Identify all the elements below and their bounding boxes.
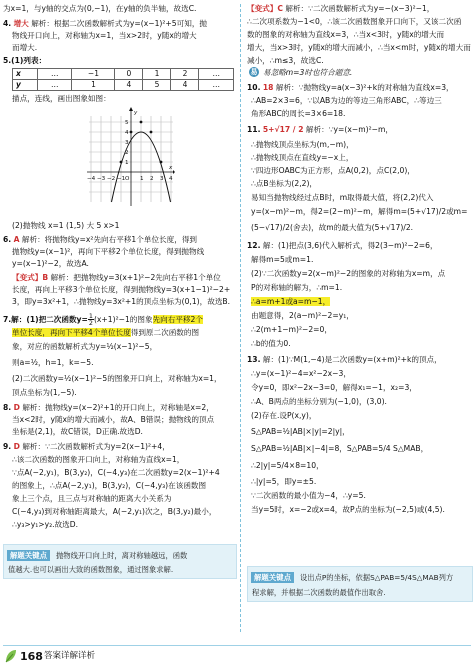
table-cell: … [38,80,72,91]
text-line: 而增大. [12,43,38,52]
table-cell: 5 [143,80,171,91]
table-cell: … [199,80,234,91]
text-line: 物线开口向上，对称轴为x=1，当x>2时，y随x的增大 [12,31,197,40]
text-line: ∴|y|=5，即y=±5. [251,477,317,486]
axis-label: x [169,165,173,171]
text-line [12,329,199,337]
text: 解析：根据二次函数解析式为y=(x−1)²+5可知，抛 [31,19,208,28]
text-line: ∴y=(x−1)²−4=x²−2x−3， [251,369,351,378]
text-line: 解得m=5或m=1. [251,255,314,264]
tick-label: 1 [140,176,144,182]
text-line: 象，对应的函数解析式为y=½(x−1)²−5， [12,342,158,351]
text: 解析：∵y=(x−m)²−m， [305,125,393,134]
text-line: 当x<2时，y随x的增大而减小，故A、B错误；抛物线的顶点 [12,415,215,424]
page-number: 168 [20,650,43,663]
table-cell: … [38,69,72,80]
highlighted-text: ∴a=m+1或a=m−1， [251,297,331,306]
question-11 [247,126,393,134]
text-line: ∴AB=2×3=6，∵以AB为边的等边三角形ABC，∴等边三 [251,96,442,105]
text-line: ∴y₃>y₁>y₂.故选D. [12,520,79,529]
question-number: 4. [3,19,12,28]
text-line: P的对称轴的解为，∴m=1. [251,283,343,292]
answer: A [13,235,20,244]
text-line: y=(x−1)²−2，故选A. [12,259,89,268]
question-7 [3,313,203,327]
text-line: ∵四边形OABC为正方形，点A(0,2)，点C(2,0)， [251,166,415,175]
leaf-icon [4,648,18,664]
question-number: 8. [3,403,12,412]
tip-text: 程求解，并根据二次函数的最值作出取舍. [252,588,386,597]
text-line: (2)抛物线 x=1 (1,5) 大 5 x>1 [12,221,120,230]
highlighted-text: 单位长度，再向下平移4个单位长度 [12,328,131,337]
text-line: ∵二次函数的最小值为−4，∴y=5. [251,491,366,500]
text-line: (2)存在.设P(x,y)， [251,411,317,420]
text-line: (2)∵二次函数y=2(x−m)²−2的图象的对称轴为x=m，点 [251,269,446,278]
tick-label: 2 [125,150,129,156]
text-line: ∴该二次函数的图象开口向上，对称轴为直线x=1， [12,455,185,464]
table-cell: −1 [72,69,115,80]
tip-text: 设出点P的坐标，依据S△PAB=5/4S△MAB列方 [300,573,454,582]
table-cell: 2 [171,69,199,80]
question-5: 5.(1)列表： [3,56,47,65]
tick-label: 5 [125,120,129,126]
text: 解析：把抛物线y=3(x+1)²−2先向右平移1个单位 [50,273,221,282]
text-line: (2)二次函数y=½(x−1)²−5的图象开口向上，对称轴为x=1， [12,374,222,383]
tip-text: 抛物线开口向上时，离对称轴越远，函数 [56,551,188,560]
tick-label: 4 [125,130,129,136]
table-cell: y [13,80,38,91]
text-line: 则a=½，h=1，k=−5. [12,358,94,367]
tick-label: −2 [107,176,116,182]
question-13 [247,356,442,364]
text: 解析：∵抛物线y=a(x−3)²+k的对称轴为直线x=3， [275,83,454,92]
variant-6 [12,274,221,282]
footer-rule [3,645,471,646]
text-line: ∴二次项系数为−1<0，∴该二次函数图象开口向下，又该二次函 [247,17,462,26]
question-8 [3,404,214,412]
warning-text: 易忽略m=3时也符合题意. [263,68,353,77]
text-line: 为x=1，与y轴的交点为(0,−1)，在y轴的负半轴，故选C. [3,4,197,13]
answer: D [13,403,20,412]
table-row [13,80,234,91]
text-line: C(−4,y₃)到对称轴距离最大，A(−2,y₁)次之，B(3,y₂)最小， [12,507,217,516]
variant-tag: 【变式】C [247,4,283,13]
text-line: 减小，∴m≤3，故选C. [247,56,324,65]
text-line: 顶点坐标为(1,−5). [12,388,77,397]
text: 解析：抛物线y=(x−2)²+1的开口向上，对称轴是x=2， [22,403,214,412]
highlighted-text: 先向右平移2个 [152,314,203,324]
table-cell: … [199,69,234,80]
variant-9 [247,5,434,13]
text-line: ∴2(m+1−m)²−2=0， [251,325,332,334]
text-line: 坐标是(2,1)，故C错误，D正确.故选D. [12,427,143,436]
tick-label: −4 [87,176,96,182]
table-row [13,69,234,80]
text-line: S△PAB=½|AB|×|y|=2|y|， [251,427,350,436]
warning-icon: 易 [250,68,258,76]
table-cell: 1 [143,69,171,80]
question-number: 6. [3,235,12,244]
text: 解：(1)∵M(1,−4)是二次函数y=(x+m)²+k的顶点， [262,355,442,364]
footer-title: 答案详解详析 [44,651,96,661]
question-12 [247,242,438,250]
text-line: ∴b的值为0. [251,339,291,348]
table-cell: 4 [171,80,199,91]
text-line: 易知当抛物线经过点B时，m取得最大值，将(2,2)代入 [251,193,434,202]
table-cell: 0 [115,69,143,80]
origin-label: O [125,176,130,182]
answer: D [13,442,20,451]
text-line: 的图象上，∴点A(−2,y₁)，B(3,y₂)，C(−4,y₃)在该函数图 [12,481,207,490]
text-line: 由题意得，2(a−m)²−2=y₁， [251,311,354,320]
text: 7.解：(1)把二次函数y= [3,314,88,324]
axis-label: y [134,110,138,116]
question-number: 10. [247,83,261,92]
text-line: ∴点B坐标为(2,2)， [251,179,318,188]
text-line: 令y=0，即x²−2x−3=0，解得x₁=−1，x₂=3， [251,383,417,392]
text: 解析：∵二次函数解析式为y=−(x−3)²−1， [285,4,435,13]
tick-label: 3 [125,140,129,146]
parabola-graph [85,106,175,212]
text-line: 角形ABC的周长=3×6=18. [251,109,346,118]
text-line [251,298,330,306]
text-line: 3，即y=3x²+1，∴抛物线y=3x²+1的顶点坐标为(0,1)，故选B. [12,297,231,306]
question-number: 12. [247,241,261,250]
tip-text: 值越大.也可以画出大致的函数图象，通过图象求解. [8,565,174,574]
tip-label: 解题关键点 [7,550,50,561]
question-9 [3,443,170,451]
tick-label: −3 [97,176,106,182]
text-line: 增大，当x>3时，y随x的增大而减小，∴当x<m时，y随x的增大而 [247,43,471,52]
answer: 18 [262,83,274,92]
tip-box [247,566,473,602]
question-number: 13. [247,355,261,364]
table-cell: 4 [115,80,143,91]
tick-label: 1 [125,160,129,166]
text-line: 描点，连线，画出图象如图： [12,94,111,103]
text: 解析：将抛物线y=x²先向右平移1个单位长度，得到 [21,235,198,244]
answer: 5+√17 / 2 [262,125,304,134]
tip-label: 解题关键点 [251,572,294,583]
text-line: 数的图象的对称轴为直线x=3，∴当x<3时，y随x的增大而 [247,30,445,39]
column-divider [240,4,241,632]
text-line: 当y=5时，x=−2或x=4，故P点的坐标为(−2,5)或(4,5). [251,505,445,514]
page-footer [0,639,474,670]
text-line: 长度，再向上平移3个单位长度，得到抛物线y=3(x+1−1)²−2+ [12,285,231,294]
tick-label: −1 [117,176,126,182]
text-line: 象上三个点，且三点与对称轴的距离大小关系为 [12,494,172,503]
question-number: 11. [247,125,261,134]
variant-tag: 【变式】B [12,273,49,282]
question-10 [247,84,454,92]
text: 解：(1)把点(3,6)代入解析式，得2(3−m)²−2=6， [262,241,438,250]
table-cell: 1 [72,80,115,91]
text: (x+1)²−1的图象 [93,314,153,324]
question-6 [3,236,197,244]
text-line: y=(x−m)²−m，得2=(2−m)²−m，解得m=(5+√17)/2或m= [251,207,468,216]
value-table [12,68,234,91]
text-line: ∴2|y|=5/4×8=10， [251,461,324,470]
text: 解析：∵二次函数解析式为y=2(x−1)²+4， [22,442,170,451]
text-line: ∴抛物线顶点坐标为(m,−m)， [251,140,354,149]
text-line: S△PAB=½|AB|×|−4|=8，S△PAB=5/4 S△MAB， [251,444,429,453]
table-cell: x [13,69,38,80]
text-line: ∵点A(−2,y₁)，B(3,y₂)，C(−4,y₃)在二次函数y=2(x−1)²+4 [12,468,220,477]
tip-box [3,544,237,579]
question-4 [3,20,207,28]
question-number: 9. [3,442,12,451]
tick-label: 2 [150,176,154,182]
text-line: 抛物线y=(x−1)²，再向下平移2个单位长度，得到抛物线 [12,247,205,256]
text-line: (5−√17)/2(舍去)，故m的最大值为(5+√17)/2. [251,223,414,232]
text-line: ∴A、B两点的坐标分别为(−1,0)，(3,0). [251,397,387,406]
fraction: $\frac{1}{2}$ [88,312,93,328]
answer: 增大 [13,19,29,28]
tick-label: 3 [160,176,164,182]
tick-label: 4 [169,176,173,182]
text: 得到原二次函数的图 [130,328,200,337]
text-line: ∴抛物线顶点在直线y=−x上， [251,153,354,162]
